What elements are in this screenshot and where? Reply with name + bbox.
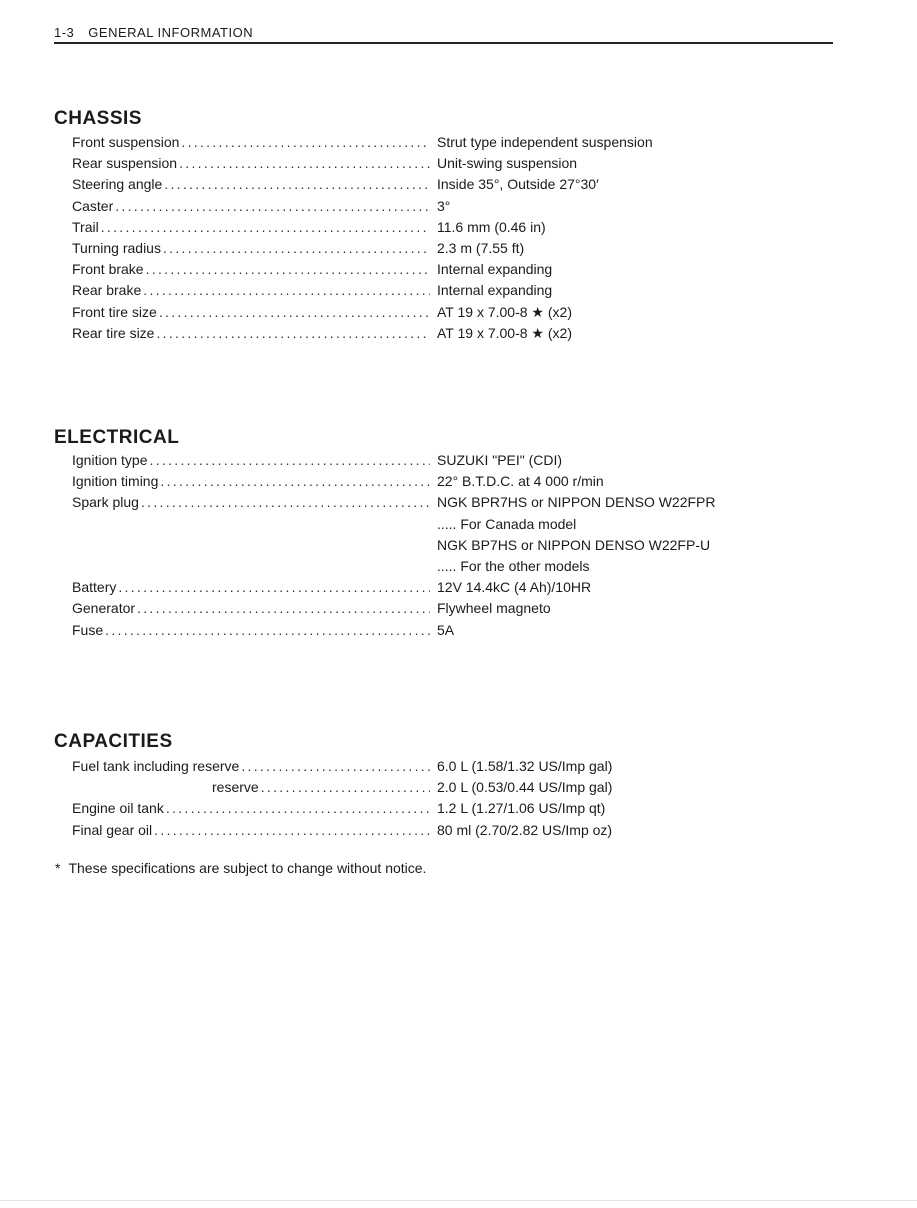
spec-row-generator (0, 598, 917, 619)
dot-leader (181, 132, 430, 153)
spec-label: Ignition timing (72, 473, 159, 490)
spec-row-spark-plug-note-other (0, 556, 917, 577)
spec-label: Front suspension (72, 134, 180, 150)
spec-label: Fuse (72, 621, 104, 638)
dot-leader (118, 577, 430, 598)
spec-value: 3° (437, 197, 451, 214)
spec-value: 11.6 mm (0.46 in) (437, 218, 546, 235)
spec-value: ..... For Canada model (437, 515, 577, 532)
section-title-capacities: CAPACITIES (54, 731, 173, 752)
spec-label: Rear tire size (72, 324, 155, 341)
dot-leader (164, 174, 430, 195)
spec-value: 2.0 L (0.53/0.44 US/Imp gal) (437, 779, 613, 796)
spec-row-battery (0, 577, 917, 598)
dot-leader (261, 777, 430, 798)
spec-label: Caster (72, 197, 114, 214)
footnote-text: These specifications are subject to change without notice. (68, 860, 427, 876)
spec-row-ignition-timing (0, 471, 917, 492)
dot-leader (141, 492, 430, 513)
dot-leader (160, 471, 430, 492)
spec-value: Strut type independent suspension (437, 134, 653, 150)
spec-row-steering-angle (0, 174, 917, 195)
spec-row-ignition-type (0, 450, 917, 471)
spec-label: Turning radius (72, 239, 161, 256)
footnote-asterisk: * (55, 860, 61, 876)
spec-value: ..... For the other models (437, 557, 590, 574)
spec-row-front-brake (0, 259, 917, 280)
spec-value: 1.2 L (1.27/1.06 US/Imp qt) (437, 800, 606, 817)
dot-leader (166, 798, 430, 819)
spec-row-trail (0, 217, 917, 238)
page-header (54, 25, 833, 44)
spec-row-caster (0, 196, 917, 217)
spec-row-turning-radius (0, 238, 917, 259)
spec-value: Unit-swing suspension (437, 155, 578, 172)
dot-leader (137, 598, 430, 619)
electrical-spec-list (0, 450, 917, 641)
spec-value: NGK BP7HS or NIPPON DENSO W22FP-U (437, 536, 711, 553)
spec-label: Ignition type (72, 452, 148, 468)
spec-value: SUZUKI "PEI" (CDI) (437, 452, 563, 468)
spec-value: 2.3 m (7.55 ft) (437, 239, 525, 256)
spec-row-front-tire-size (0, 302, 917, 323)
spec-label: Spark plug (72, 494, 139, 511)
spec-label: Rear suspension (72, 155, 178, 172)
spec-value: Internal expanding (437, 282, 553, 299)
dot-leader (146, 259, 430, 280)
spec-label: Trail (72, 218, 99, 235)
spec-label: Fuel tank including reserve (72, 758, 240, 774)
dot-leader (105, 620, 430, 641)
dot-leader (163, 238, 430, 259)
spec-row-engine-oil-tank (0, 798, 917, 819)
dot-leader (241, 756, 430, 777)
spec-value: 6.0 L (1.58/1.32 US/Imp gal) (437, 758, 613, 774)
dot-leader (156, 323, 430, 344)
spec-label: Steering angle (72, 176, 163, 193)
spec-row-rear-tire-size (0, 323, 917, 344)
dot-leader (115, 196, 430, 217)
spec-label: Generator (72, 600, 136, 617)
spec-row-spark-plug-note-canada (0, 514, 917, 535)
spec-label: Engine oil tank (72, 800, 164, 817)
spec-label: Front brake (72, 261, 144, 278)
dot-leader (143, 280, 430, 301)
dot-leader (101, 217, 430, 238)
spec-label: Rear brake (72, 282, 142, 299)
spec-row-fuel-reserve (0, 777, 917, 798)
spec-row-front-suspension (0, 132, 917, 153)
spec-row-rear-brake (0, 280, 917, 301)
spec-row-final-gear-oil (0, 820, 917, 841)
spec-value: 12V 14.4kC (4 Ah)/10HR (437, 579, 592, 596)
spec-label: Final gear oil (72, 821, 153, 838)
spec-value: AT 19 x 7.00-8 ★ (x2) (437, 324, 572, 341)
spec-row-fuse (0, 620, 917, 641)
spec-value: 80 ml (2.70/2.82 US/Imp oz) (437, 821, 613, 838)
spec-label: Battery (72, 579, 117, 596)
dot-leader (159, 302, 430, 323)
spec-row-spark-plug (0, 492, 917, 513)
footnote (55, 860, 426, 876)
section-title-chassis: CHASSIS (54, 108, 142, 129)
dot-leader (154, 820, 430, 841)
section-title-electrical: ELECTRICAL (54, 427, 180, 448)
dot-leader (179, 153, 430, 174)
spec-value: 5A (437, 621, 455, 638)
spec-label: reserve (212, 779, 259, 796)
spec-value: Inside 35°, Outside 27°30′ (437, 176, 599, 193)
spec-row-spark-plug-alt (0, 535, 917, 556)
capacities-spec-list (0, 756, 917, 841)
page-bottom-edge (0, 1200, 917, 1201)
chassis-spec-list (0, 132, 917, 344)
chapter-title: GENERAL INFORMATION (88, 25, 254, 40)
spec-value: NGK BPR7HS or NIPPON DENSO W22FPR (437, 494, 716, 511)
spec-value: 22° B.T.D.C. at 4 000 r/min (437, 473, 604, 490)
spec-value: AT 19 x 7.00-8 ★ (x2) (437, 303, 572, 320)
dot-leader (150, 450, 431, 471)
spec-value: Flywheel magneto (437, 600, 551, 617)
spec-row-rear-suspension (0, 153, 917, 174)
page-number: 1-3 (54, 25, 75, 40)
spec-value: Internal expanding (437, 261, 553, 278)
spec-label: Front tire size (72, 303, 157, 320)
spec-row-fuel-tank (0, 756, 917, 777)
